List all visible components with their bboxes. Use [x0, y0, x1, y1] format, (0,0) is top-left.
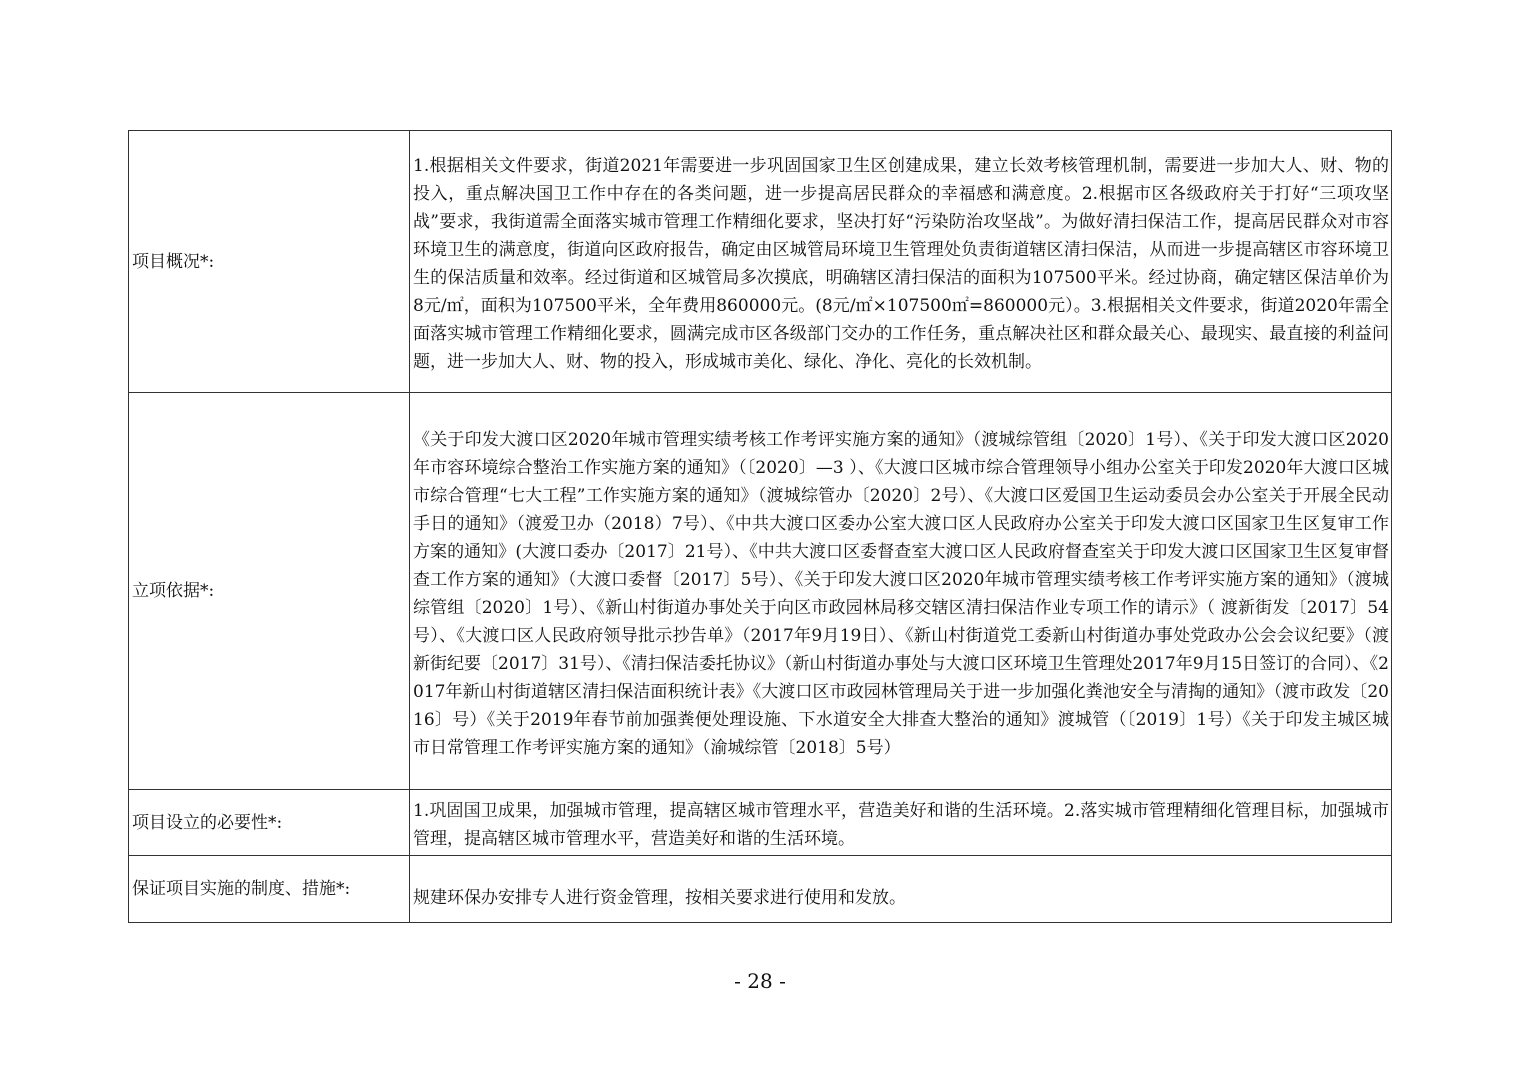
row-content-project-necessity: 1.巩固国卫成果，加强城市管理，提高辖区城市管理水平，营造美好和谐的生活环境。2.落实城市管理精细化管理目标，加强城市管理，提高辖区城市管理水平，营造美好和谐的生活环境。 [413, 801, 1389, 849]
table-row [129, 856, 1392, 923]
project-info-table [128, 130, 1392, 923]
row-label-project-necessity: 项目设立的必要性*: [132, 812, 283, 833]
table-row [129, 790, 1392, 856]
row-label-project-overview: 项目概况*: [132, 251, 215, 272]
row-label-implementation-measures: 保证项目实施的制度、措施*: [132, 879, 351, 899]
content-cell [410, 131, 1392, 393]
label-cell [129, 790, 410, 856]
content-cell [410, 393, 1392, 790]
page-number: - 28 - [734, 969, 786, 993]
label-cell [129, 393, 410, 790]
table-row [129, 131, 1392, 393]
content-cell [410, 790, 1392, 856]
label-cell [129, 856, 410, 923]
row-content-project-overview: 1.根据相关文件要求，街道2021年需要进一步巩固国家卫生区创建成果，建立长效考核管理机制，需要进一步加大人、财、物的投入，重点解决国卫工作中存在的各类问题，进一步提高居民群众的幸福感和满意度。2.根据市区各级政府关于打好“三项攻坚战”要求，我街道需全面落实城市管理工作精细化要求，坚决打好“污染防治攻坚战”。为做好清扫保洁工作，提高居民群众对市容环境卫生的满意度，街道向区政府报告，确定由区城管局环境卫生管理处负责街道辖区清扫保洁，从而进一步提高辖区市容环境卫生的保洁质量和效率。经过街道和区城管局多次摸底，明确辖区清扫保洁的面积为107500平米。经过协商，确定辖区保洁单价为8元/㎡，面积为107500平米，全年费用860000元。(8元/㎡×107500㎡=860000元）。3.根据相关文件要求，街道2020年需全面落实城市管理工作精细化要求，圆满完成市区各级部门交办的工作任务，重点解决社区和群众最关心、最现实、最直接的利益问题，进一步加大人、财、物的投入，形成城市美化、绿化、净化、亮化的长效机制。 [413, 156, 1389, 372]
content-cell [410, 856, 1392, 923]
label-cell [129, 131, 410, 393]
table-row [129, 393, 1392, 790]
row-content-implementation-measures: 规建环保办安排专人进行资金管理，按相关要求进行使用和发放。 [413, 888, 906, 908]
row-label-project-basis: 立项依据*: [132, 581, 215, 601]
row-content-project-basis: 《关于印发大渡口区2020年城市管理实绩考核工作考评实施方案的通知》（渡城综管组〔2020〕1号）、《关于印发大渡口区2020年市容环境综合整治工作实施方案的通知》（〔2020〕—3 ）、《大渡口区城市综合管理领导小组办公室关于印发2020年大渡口区城市综合管理“七大工程”工作实施方案的通知》（渡城综管办〔2020〕2号）、《大渡口区爱国卫生运动委员会办公室关于开展全民动手日的通知》（渡爱卫办（2018）7号）、《中共大渡口区委办公室大渡口区人民政府办公室关于印发大渡口区国家卫生区复审工作方案的通知》(大渡口委办〔2017〕21号）、《中共大渡口区委督查室大渡口区人民政府督查室关于印发大渡口区国家卫生区复审督查工作方案的通知》（大渡口委督〔2017〕5号）、《关于印发大渡口区2020年城市管理实绩考核工作考评实施方案的通知》（渡城综管组〔2020〕1号）、《新山村街道办事处关于向区市政园林局移交辖区清扫保洁作业专项工作的请示》（ 渡新街发〔2017〕54号）、《大渡口区人民政府领导批示抄告单》（2017年9月19日）、《新山村街道党工委新山村街道办事处党政办公会会议纪要》（渡新街纪要〔2017〕31号）、《清扫保洁委托协议》（新山村街道办事处与大渡口区环境卫生管理处2017年9月15日签订的合同）、《2017年新山村街道辖区清扫保洁面积统计表》《大渡口区市政园林管理局关于进一步加强化粪池安全与清掏的通知》（渡市政发〔2016〕号）《关于2019年春节前加强粪便处理设施、下水道安全大排查大整治的通知》渡城管（〔2019〕1号）《关于印发主城区城市日常管理工作考评实施方案的通知》（渝城综管〔2018〕5号） [413, 429, 1389, 758]
